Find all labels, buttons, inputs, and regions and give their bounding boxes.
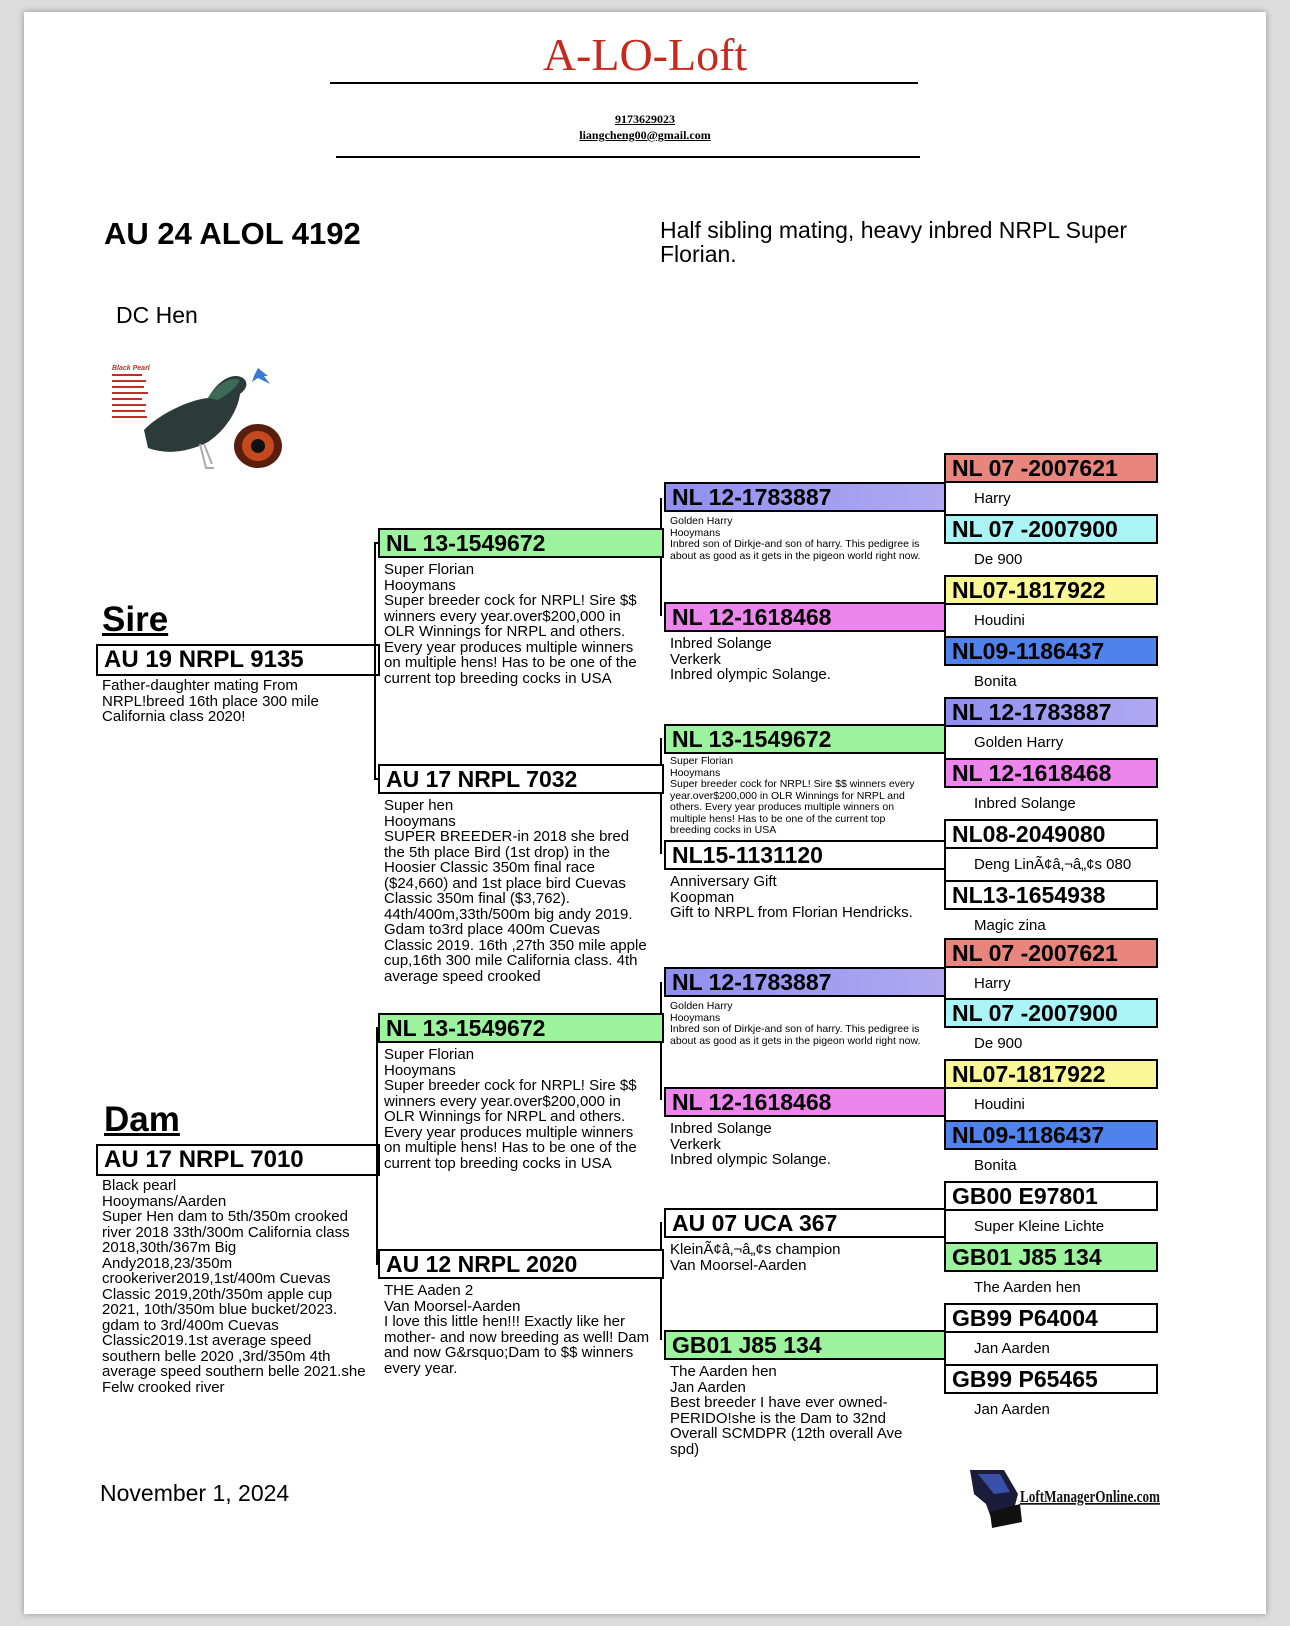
gen2-info: [384, 562, 654, 726]
gen2-info-line: Hooymans: [384, 1061, 456, 1079]
gen2-info-line: Van Moorsel-Aarden: [384, 1297, 521, 1315]
gen4-name: The Aarden hen: [974, 1279, 1081, 1296]
gen3-id-box[interactable]: AU 07 UCA 367: [664, 1208, 946, 1238]
gen3-info: [670, 1242, 946, 1282]
gen2-info-line: Hooymans: [384, 812, 456, 830]
sire-id-box[interactable]: AU 19 NRPL 9135: [96, 644, 380, 676]
gen3-info: [670, 874, 946, 934]
gen2-info: [384, 797, 651, 985]
gen3-id-box[interactable]: NL 13-1549672: [664, 724, 946, 754]
gen4-id-box[interactable]: NL13-1654938: [944, 880, 1158, 910]
gen4-name: Bonita: [974, 1157, 1017, 1174]
gen2-id-box[interactable]: AU 12 NRPL 2020: [378, 1249, 664, 1279]
sire-info-line: Father-daughter mating From: [102, 677, 298, 694]
subject-description: Half sibling mating, heavy inbred NRPL Super Florian.: [660, 217, 1128, 267]
logo-text: LoftManagerOnline.com: [1020, 1487, 1160, 1506]
gen4-name: Houdini: [974, 612, 1025, 629]
gen3-info-line: KleinÃ¢â‚¬â„¢s champion: [670, 1241, 841, 1258]
connector-line: [374, 542, 376, 780]
phone-number[interactable]: 9173629023: [615, 112, 675, 126]
dam-id-box[interactable]: AU 17 NRPL 7010: [96, 1144, 380, 1176]
pedigree-date: November 1, 2024: [100, 1480, 290, 1506]
gen4-id-box[interactable]: NL07-1817922: [944, 1059, 1158, 1089]
gen2-info-line: Super Florian: [384, 561, 475, 578]
connector-line: [660, 738, 662, 854]
gen2-info-line: Super breeder cock for NRPL! Sire $$ winners every year.over$200,000 in OLR Winnings for NRPL and others. Every year produces multiple winners on multiple hens! Has to be one of the current top breeding cocks in USA: [384, 592, 641, 687]
gen4-id-box[interactable]: NL09-1186437: [944, 636, 1158, 666]
sire-info-line: NRPL!breed 16th place 300 mile: [102, 692, 319, 710]
gen3-info-line: The Aarden hen: [670, 1363, 777, 1380]
pigeon-photo: [108, 360, 292, 484]
gen2-id-box[interactable]: NL 13-1549672: [378, 1013, 664, 1043]
subject-sex-color: DC Hen: [116, 302, 198, 328]
gen4-name: Jan Aarden: [974, 1340, 1050, 1357]
gen3-id-box[interactable]: NL 12-1783887: [664, 967, 946, 997]
gen3-id-box[interactable]: NL 12-1618468: [664, 1087, 946, 1117]
photo-caption: Black Pearl: [112, 365, 150, 372]
gen3-info-line: Super Florian: [670, 755, 734, 767]
gen2-info: [384, 1282, 654, 1403]
subject-band-id: AU 24 ALOL 4192: [104, 216, 361, 251]
gen4-id-box[interactable]: NL 07 -2007900: [944, 514, 1158, 544]
gen2-info-line: I love this little hen!!! Exactly like her mother- and now breeding as well! Dam and now G&rsquo;Dam to $$ winners every year.: [384, 1313, 654, 1377]
email-address[interactable]: liangcheng00@gmail.com: [579, 128, 711, 142]
gen3-info-line: Inbred Solange: [670, 635, 772, 652]
gen3-info-line: Inbred son of Dirkje-and son of harry. This pedigree is about as good as it gets in the pigeon world right now.: [670, 1023, 923, 1047]
gen3-info: [670, 636, 942, 696]
sire-info-line: California class 2020!: [102, 708, 246, 725]
gen3-id-box[interactable]: NL 12-1618468: [664, 602, 946, 632]
gen3-info-line: Koopman: [670, 888, 735, 906]
gen3-info-line: Anniversary Gift: [670, 873, 777, 890]
sire-label: Sire: [102, 600, 169, 639]
gen3-info-line: Golden Harry: [670, 1000, 733, 1012]
dam-info-line: Black pearl: [102, 1177, 177, 1194]
gen2-id-box[interactable]: AU 17 NRPL 7032: [378, 764, 664, 794]
sire-info: [102, 678, 362, 725]
loftmanager-logo[interactable]: [964, 1464, 1164, 1534]
gen4-name: De 900: [974, 1035, 1023, 1052]
gen3-info: [670, 756, 918, 836]
gen4-name: Magic zina: [974, 917, 1046, 934]
gen3-info-line: Verkerk: [670, 650, 721, 668]
gen4-id-box[interactable]: NL07-1817922: [944, 575, 1158, 605]
gen4-name: Jan Aarden: [974, 1401, 1050, 1418]
gen4-name: Inbred Solange: [974, 795, 1076, 812]
gen3-info-line: Best breeder I have ever owned-PERIDO!she is the Dam to 32nd Overall SCMDPR (12th overall Ave spd): [670, 1394, 907, 1458]
gen3-info-line: Van Moorsel-Aarden: [670, 1256, 807, 1274]
gen3-info-line: Verkerk: [670, 1135, 721, 1153]
connector-line: [376, 1027, 378, 1265]
gen3-info-line: Super breeder cock for NRPL! Sire $$ winners every year.over$200,000 in OLR Winnings for NRPL and others. Every year produces multiple winners on multiple hens! Has to be one of the current top breeding cocks in USA: [670, 778, 918, 836]
gen4-id-box[interactable]: GB99 P65465: [944, 1364, 1158, 1394]
gen3-id-box[interactable]: NL 12-1783887: [664, 482, 946, 512]
connector-line: [660, 1222, 662, 1340]
gen3-info: [670, 516, 942, 576]
gen2-id-box[interactable]: NL 13-1549672: [378, 528, 664, 558]
gen3-info-line: Gift to NRPL from Florian Hendricks.: [670, 904, 913, 921]
gen4-id-box[interactable]: GB01 J85 134: [944, 1242, 1158, 1272]
gen4-id-box[interactable]: GB00 E97801: [944, 1181, 1158, 1211]
gen2-info: [384, 1047, 654, 1211]
gen4-id-box[interactable]: NL09-1186437: [944, 1120, 1158, 1150]
gen4-name: Golden Harry: [974, 734, 1064, 751]
gen4-name: Harry: [974, 490, 1011, 507]
gen4-name: Harry: [974, 975, 1011, 992]
gen4-id-box[interactable]: NL 07 -2007900: [944, 998, 1158, 1028]
gen2-info-line: SUPER BREEDER-in 2018 she bred the 5th place Bird (1st drop) in the Hoosier Classic 350m final race ($24,660) and 1st place bird Cuevas Classic 350m final ($3,762). 44th/400m,33th/500m big andy 2019. Gdam to3rd place 400m Cuevas Classic 2019. 16th ,27th 350 mile apple cup,16th 300 mile California class. 4th average speed crooked: [384, 828, 651, 985]
gen4-name: Bonita: [974, 673, 1017, 690]
gen4-id-box[interactable]: NL 12-1618468: [944, 758, 1158, 788]
gen3-info-line: Hooymans: [670, 526, 721, 539]
gen4-name: De 900: [974, 551, 1023, 568]
gen3-info-line: Hooymans: [670, 1011, 721, 1024]
gen4-name: Houdini: [974, 1096, 1025, 1113]
gen4-id-box[interactable]: NL 12-1783887: [944, 697, 1158, 727]
gen3-info-line: Jan Aarden: [670, 1378, 746, 1396]
gen4-name: Super Kleine Lichte: [974, 1218, 1105, 1235]
header-rule-bottom: [336, 156, 920, 158]
gen3-info-line: Inbred olympic Solange.: [670, 666, 831, 683]
gen3-info-line: Hooymans: [670, 766, 721, 779]
gen3-info-line: Inbred olympic Solange.: [670, 1151, 831, 1168]
gen4-id-box[interactable]: GB99 P64004: [944, 1303, 1158, 1333]
dam-info-line: Super Hen dam to 5th/350m crooked river 2018 33th/300m California class 2018,30th/367m Big Andy2018,23/350m crookeriver2019,1st/400m Cuevas Classic 2019,20th/350m apple cup 2021, 10th/350m blue bucket/2023. gdam to 3rd/400m Cuevas Classic2019.1st average speed southern belle 2020 ,3rd/350m 4th average speed southern belle 2021.she Felw crooked river: [102, 1208, 370, 1396]
gen4-id-box[interactable]: NL 07 -2007621: [944, 453, 1158, 483]
gen2-info-line: Super Florian: [384, 1046, 475, 1063]
gen3-info: [670, 1001, 942, 1061]
gen3-id-box[interactable]: GB01 J85 134: [664, 1330, 946, 1360]
loft-title: A-LO-Loft: [542, 29, 748, 80]
gen4-name: Deng LinÃ¢â‚¬â„¢s 080: [974, 856, 1132, 873]
gen2-info-line: THE Aaden 2: [384, 1282, 474, 1299]
gen3-info: [670, 1121, 942, 1181]
header-rule-top: [330, 82, 918, 84]
gen2-info-line: Super breeder cock for NRPL! Sire $$ winners every year.over$200,000 in OLR Winnings for NRPL and others. Every year produces multiple winners on multiple hens! Has to be one of the current top breeding cocks in USA: [384, 1077, 641, 1172]
gen3-info-line: Inbred son of Dirkje-and son of harry. This pedigree is about as good as it gets in the pigeon world right now.: [670, 538, 923, 562]
gen3-info-line: Golden Harry: [670, 515, 733, 527]
dam-info: [102, 1177, 370, 1442]
gen2-info-line: Hooymans: [384, 576, 456, 594]
dam-info-line: Hooymans/Aarden: [102, 1192, 227, 1210]
gen2-info-line: Super hen: [384, 797, 454, 814]
gen4-id-box[interactable]: NL 07 -2007621: [944, 938, 1158, 968]
gen3-id-box[interactable]: NL15-1131120: [664, 840, 946, 870]
gen3-info-line: Inbred Solange: [670, 1120, 772, 1137]
gen3-info: [670, 1363, 930, 1458]
gen4-id-box[interactable]: NL08-2049080: [944, 819, 1158, 849]
pedigree-page: [24, 12, 1266, 1614]
dam-label: Dam: [104, 1100, 180, 1139]
